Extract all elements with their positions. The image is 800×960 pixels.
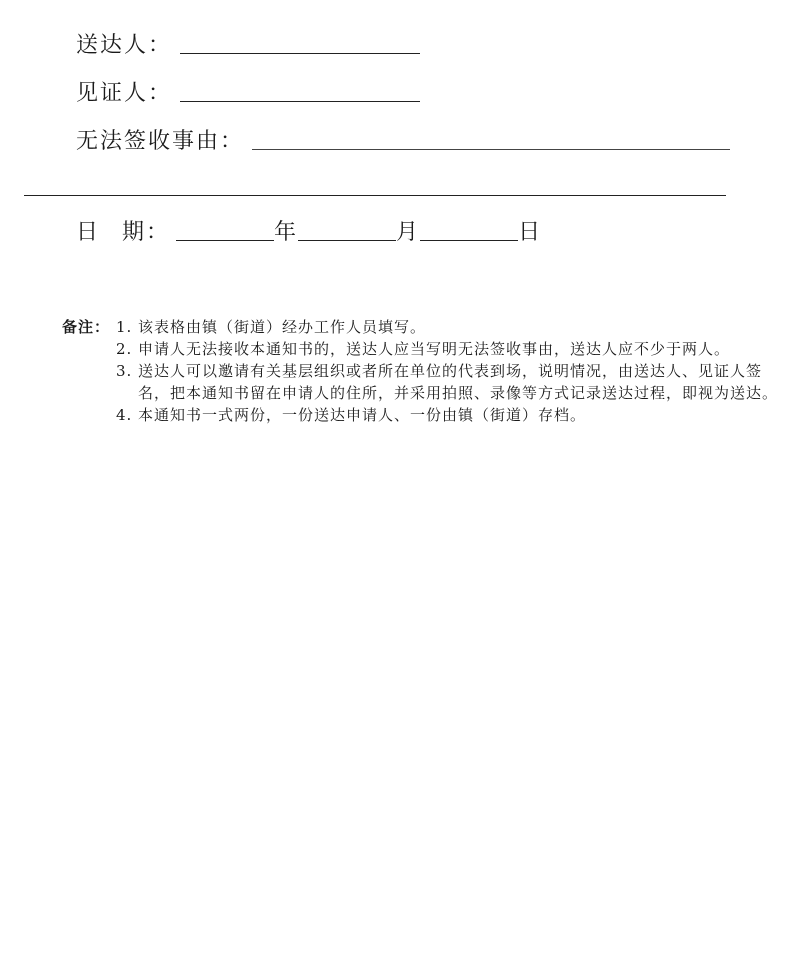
date-label-char-2: 期： xyxy=(122,220,171,245)
notes-list xyxy=(116,316,782,426)
note-text: 本通知书一式两份，一份送达申请人、一份由镇（街道）存档。 xyxy=(138,406,587,424)
note-item xyxy=(116,316,782,338)
month-blank-line[interactable] xyxy=(298,240,396,241)
note-number: 2. xyxy=(116,340,133,358)
sender-field xyxy=(76,32,420,60)
year-label: 年 xyxy=(274,220,299,245)
note-text: 申请人无法接收本通知书的，送达人应当写明无法签收事由，送达人应不少于两人。 xyxy=(138,340,731,358)
date-field xyxy=(76,219,542,247)
note-item xyxy=(116,404,782,426)
day-label: 日 xyxy=(518,220,543,245)
note-item xyxy=(116,338,782,360)
note-item xyxy=(116,360,782,404)
refusal-reason-continuation-line[interactable] xyxy=(24,195,726,196)
day-blank-line[interactable] xyxy=(420,240,518,241)
witness-field xyxy=(76,80,420,108)
year-blank-line[interactable] xyxy=(176,240,274,241)
note-number: 4. xyxy=(116,406,133,424)
sender-label: 送达人： xyxy=(76,33,173,58)
refusal-reason-label: 无法签收事由： xyxy=(76,129,245,154)
notes-heading: 备注： xyxy=(62,318,111,336)
witness-blank-line[interactable] xyxy=(180,101,420,102)
note-text: 该表格由镇（街道）经办工作人员填写。 xyxy=(138,318,427,336)
sender-blank-line[interactable] xyxy=(180,53,420,54)
note-number: 1. xyxy=(116,318,133,336)
refusal-reason-field xyxy=(76,128,730,156)
note-number: 3. xyxy=(116,362,133,380)
note-text: 送达人可以邀请有关基层组织或者所在单位的代表到场，说明情况，由送达人、见证人签名，把本通知书留在申请人的住所，并采用拍照、录像等方式记录送达过程，即视为送达。 xyxy=(138,362,779,402)
witness-label: 见证人： xyxy=(76,81,173,106)
date-label-char-1: 日 xyxy=(76,220,101,245)
month-label: 月 xyxy=(396,220,421,245)
refusal-reason-blank-line[interactable] xyxy=(252,149,730,150)
